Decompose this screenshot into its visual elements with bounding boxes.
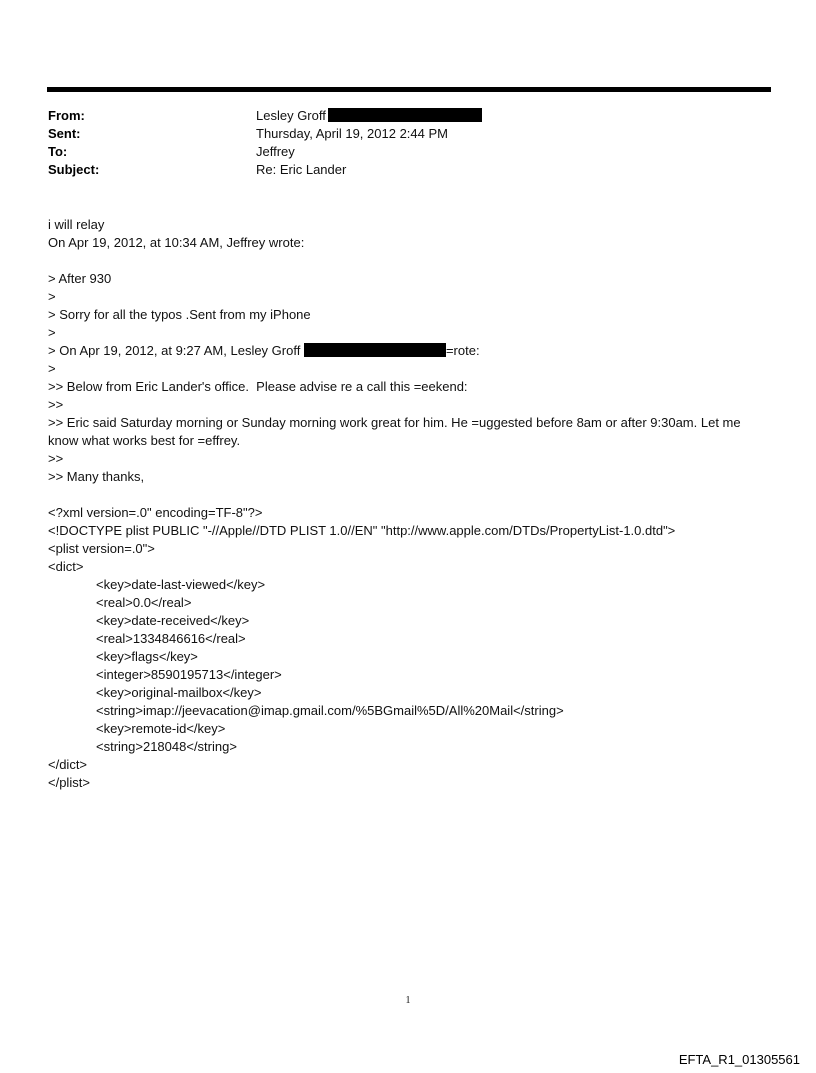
plist-line: <!DOCTYPE plist PUBLIC "-//Apple//DTD PLIST 1.0//EN" "http://www.apple.com/DTDs/PropertyList-1.0.dtd">: [48, 523, 676, 538]
subject-label: Subject:: [48, 162, 100, 177]
plist-line: <?xml version=.0" encoding=TF-8"?>: [48, 505, 263, 520]
quoted-line: >: [48, 361, 56, 376]
plist-line: <plist version=.0">: [48, 541, 155, 556]
quoted-line: >> Below from Eric Lander's office. Please advise re a call this =eekend:: [48, 379, 468, 394]
body-line: i will relay: [48, 217, 105, 232]
plist-line: <key>remote-id</key>: [96, 721, 226, 736]
plist-line: <dict>: [48, 559, 84, 574]
to-value: Jeffrey: [256, 144, 295, 159]
plist-line: <integer>8590195713</integer>: [96, 667, 282, 682]
quoted-line: > After 930: [48, 271, 112, 286]
quoted-line: >> Many thanks,: [48, 469, 145, 484]
plist-line: <key>flags</key>: [96, 649, 198, 664]
quoted-line: >> Eric said Saturday morning or Sunday morning work great for him. He =uggested before 8am or after 9:30am. Let me know what works best for =effrey.: [48, 415, 745, 448]
email-header: [48, 107, 768, 179]
redaction-box: [304, 343, 446, 357]
plist-line: </dict>: [48, 757, 88, 772]
quoted-line: >>: [48, 451, 64, 466]
email-body: [48, 216, 770, 792]
body-line: On Apr 19, 2012, at 10:34 AM, Jeffrey wrote:: [48, 235, 305, 250]
sent-label: Sent:: [48, 126, 81, 141]
plist-line: </plist>: [48, 775, 90, 790]
quoted-line: >: [48, 289, 56, 304]
from-name: Lesley Groff: [256, 108, 326, 123]
from-row: [48, 107, 768, 125]
quoted-line: >>: [48, 397, 64, 412]
to-row: [48, 143, 768, 161]
plist-line: <key>date-received</key>: [96, 613, 250, 628]
from-value: [256, 107, 768, 125]
quoted-line: [48, 342, 770, 360]
quoted-line: >: [48, 325, 56, 340]
plist-line: <key>date-last-viewed</key>: [96, 577, 266, 592]
to-label: To:: [48, 144, 68, 159]
subject-value: Re: Eric Lander: [256, 162, 347, 177]
quoted-attribution-end: =rote:: [445, 343, 480, 358]
blank-line: [48, 252, 770, 270]
sent-row: [48, 125, 768, 143]
header-divider: [47, 87, 771, 92]
quoted-line: > Sorry for all the typos .Sent from my iPhone: [48, 307, 311, 322]
from-label: From:: [48, 108, 85, 123]
redaction-box: [328, 108, 482, 122]
plist-line: <string>imap://jeevacation@imap.gmail.com/%5BGmail%5D/All%20Mail</string>: [96, 703, 564, 718]
sent-value: Thursday, April 19, 2012 2:44 PM: [256, 126, 448, 141]
plist-line: <real>0.0</real>: [96, 595, 192, 610]
page-number: 1: [405, 995, 411, 1006]
quoted-attribution: > On Apr 19, 2012, at 9:27 AM, Lesley Groff: [48, 343, 304, 358]
document-id: EFTA_R1_01305561: [678, 1052, 800, 1067]
plist-line: <string>218048</string>: [96, 739, 237, 754]
plist-line: <real>1334846616</real>: [96, 631, 246, 646]
subject-row: [48, 161, 768, 179]
blank-line: [48, 486, 770, 504]
plist-line: <key>original-mailbox</key>: [96, 685, 262, 700]
